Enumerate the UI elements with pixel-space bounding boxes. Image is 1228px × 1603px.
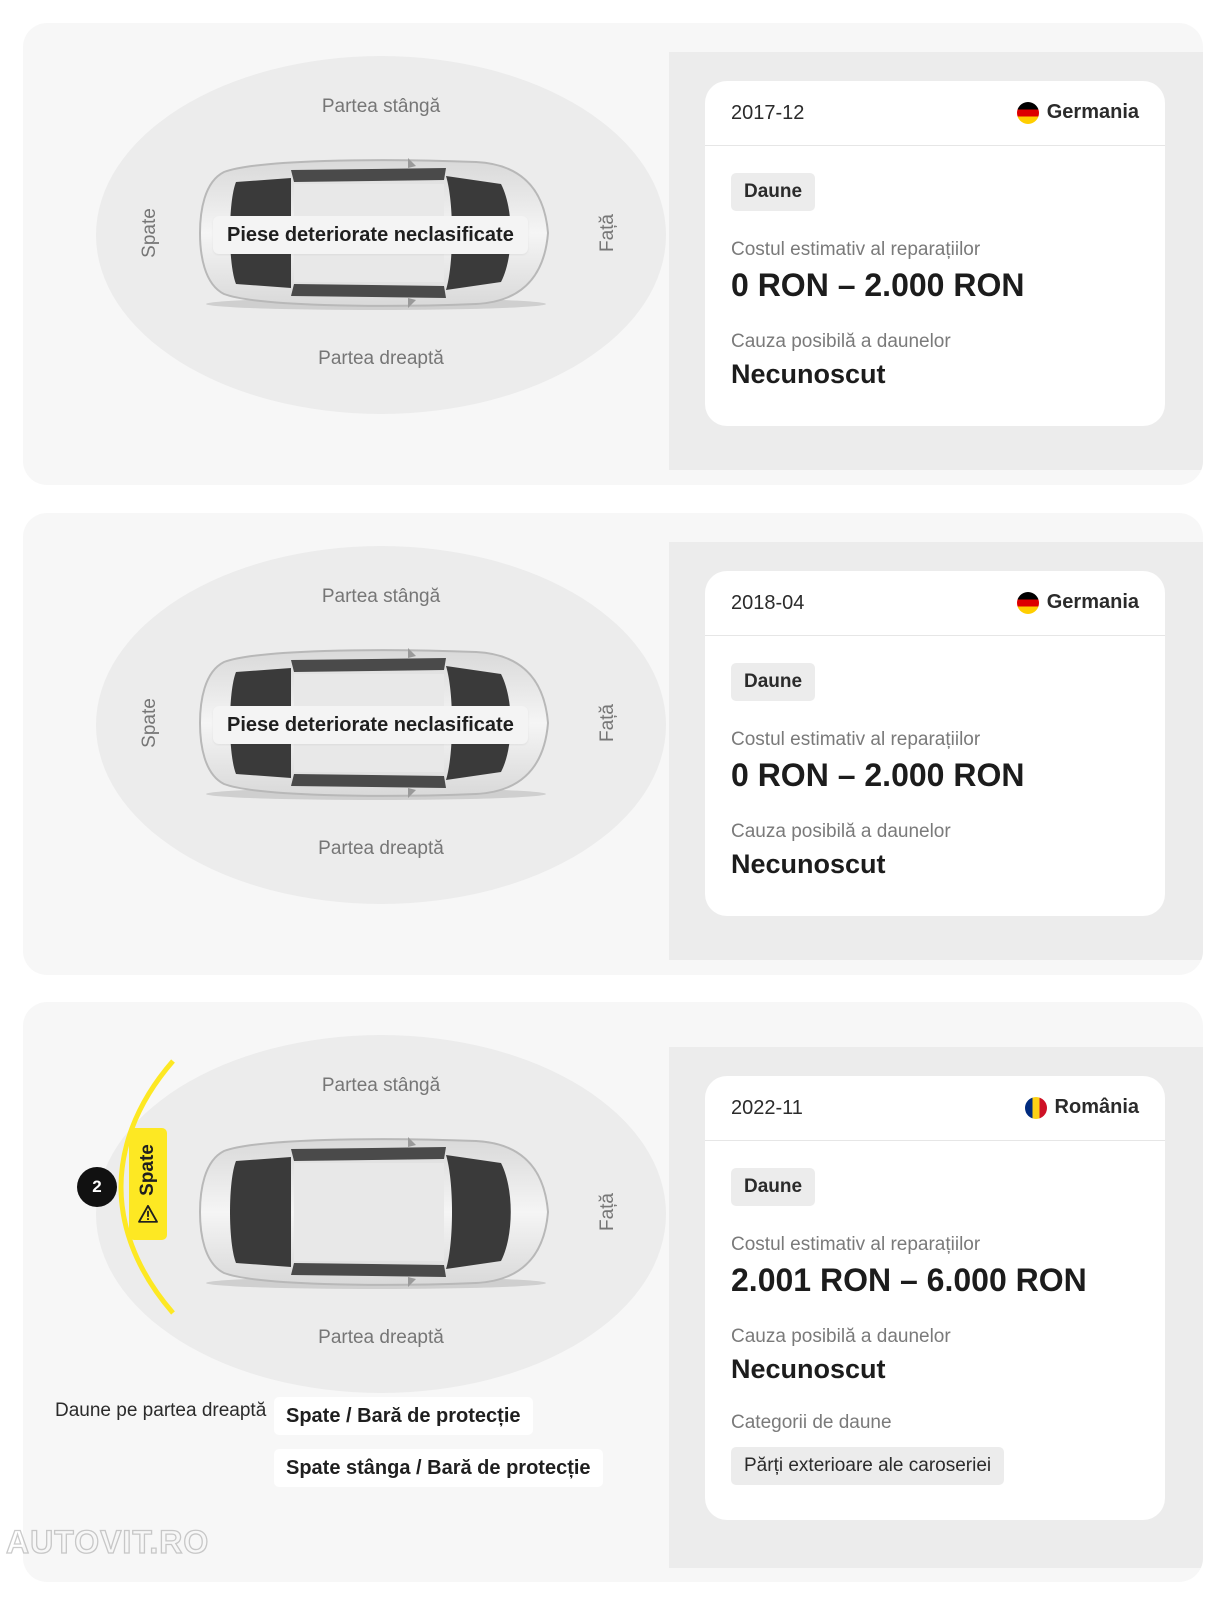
label-front: Față — [597, 703, 618, 743]
rear-damage-tag[interactable] — [129, 1128, 167, 1240]
rear-damage-label: Spate — [137, 1144, 158, 1196]
damage-chip: Daune — [731, 173, 815, 211]
report-details-panel — [669, 542, 1203, 960]
label-rear: Spate — [139, 698, 160, 748]
cost-value: 0 RON – 2.000 RON — [731, 267, 1025, 303]
report-date: 2018-04 — [731, 592, 805, 614]
cost-value: 2.001 RON – 6.000 RON — [731, 1262, 1087, 1298]
cost-label: Costul estimativ al reparațiilor — [731, 239, 981, 260]
label-rear: Spate — [139, 208, 160, 258]
report-header — [705, 1076, 1165, 1141]
car-diagram — [96, 546, 666, 904]
cost-label: Costul estimativ al reparațiilor — [731, 1234, 981, 1255]
label-left-side: Partea stângă — [321, 1075, 441, 1096]
label-front: Față — [597, 213, 618, 253]
damage-category-chip: Părți exterioare ale caroseriei — [731, 1447, 1004, 1485]
cause-label: Cauza posibilă a daunelor — [731, 821, 951, 842]
damaged-part-chip: Spate stânga / Bară de protecție — [274, 1449, 603, 1487]
report-card — [705, 1076, 1165, 1520]
categories-label: Categorii de daune — [731, 1412, 892, 1433]
report-country — [1017, 101, 1139, 124]
cause-value: Necunoscut — [731, 359, 886, 389]
report-header — [705, 571, 1165, 636]
report-date: 2017-12 — [731, 102, 805, 124]
report-details-panel — [669, 1047, 1203, 1568]
report-card — [705, 571, 1165, 916]
country-name: Germania — [1046, 591, 1139, 613]
label-left-side: Partea stângă — [321, 586, 441, 607]
label-front: Față — [597, 1192, 618, 1232]
warning-icon — [138, 1205, 158, 1223]
cause-label: Cauza posibilă a daunelor — [731, 331, 951, 352]
cause-value: Necunoscut — [731, 849, 886, 879]
unclassified-damage-tag: Piese deteriorate neclasificate — [213, 706, 528, 744]
car-diagram — [96, 56, 666, 414]
report-header — [705, 81, 1165, 146]
damage-report-card — [23, 23, 1203, 485]
cost-value: 0 RON – 2.000 RON — [731, 757, 1025, 793]
label-right-side: Partea dreaptă — [318, 348, 444, 369]
damage-chip: Daune — [731, 663, 815, 701]
damage-list-title: Daune pe partea dreaptă — [55, 1400, 267, 1421]
unclassified-damage-tag: Piese deteriorate neclasificate — [213, 216, 528, 254]
damage-chip: Daune — [731, 1168, 815, 1206]
country-name: Germania — [1046, 101, 1139, 123]
germany-flag-icon — [1017, 592, 1039, 614]
watermark-logo: AUTOVIT.RO — [6, 1524, 210, 1560]
report-card — [705, 81, 1165, 426]
car-top-view-image — [196, 1133, 556, 1291]
cause-label: Cauza posibilă a daunelor — [731, 1326, 951, 1347]
country-name: România — [1054, 1096, 1139, 1118]
report-date: 2022-11 — [731, 1097, 803, 1119]
label-left-side: Partea stângă — [321, 96, 441, 117]
germany-flag-icon — [1017, 102, 1039, 124]
cost-label: Costul estimativ al reparațiilor — [731, 729, 981, 750]
label-right-side: Partea dreaptă — [318, 838, 444, 859]
label-right-side: Partea dreaptă — [318, 1327, 444, 1348]
cause-value: Necunoscut — [731, 1354, 886, 1384]
report-country — [1017, 591, 1139, 614]
damage-report-card — [23, 513, 1203, 975]
damage-report-card — [23, 1002, 1203, 1582]
report-country — [1025, 1096, 1139, 1119]
report-details-panel — [669, 52, 1203, 470]
damage-count-badge[interactable]: 2 — [77, 1167, 117, 1207]
romania-flag-icon — [1025, 1097, 1047, 1119]
damaged-part-chip: Spate / Bară de protecție — [274, 1397, 533, 1435]
